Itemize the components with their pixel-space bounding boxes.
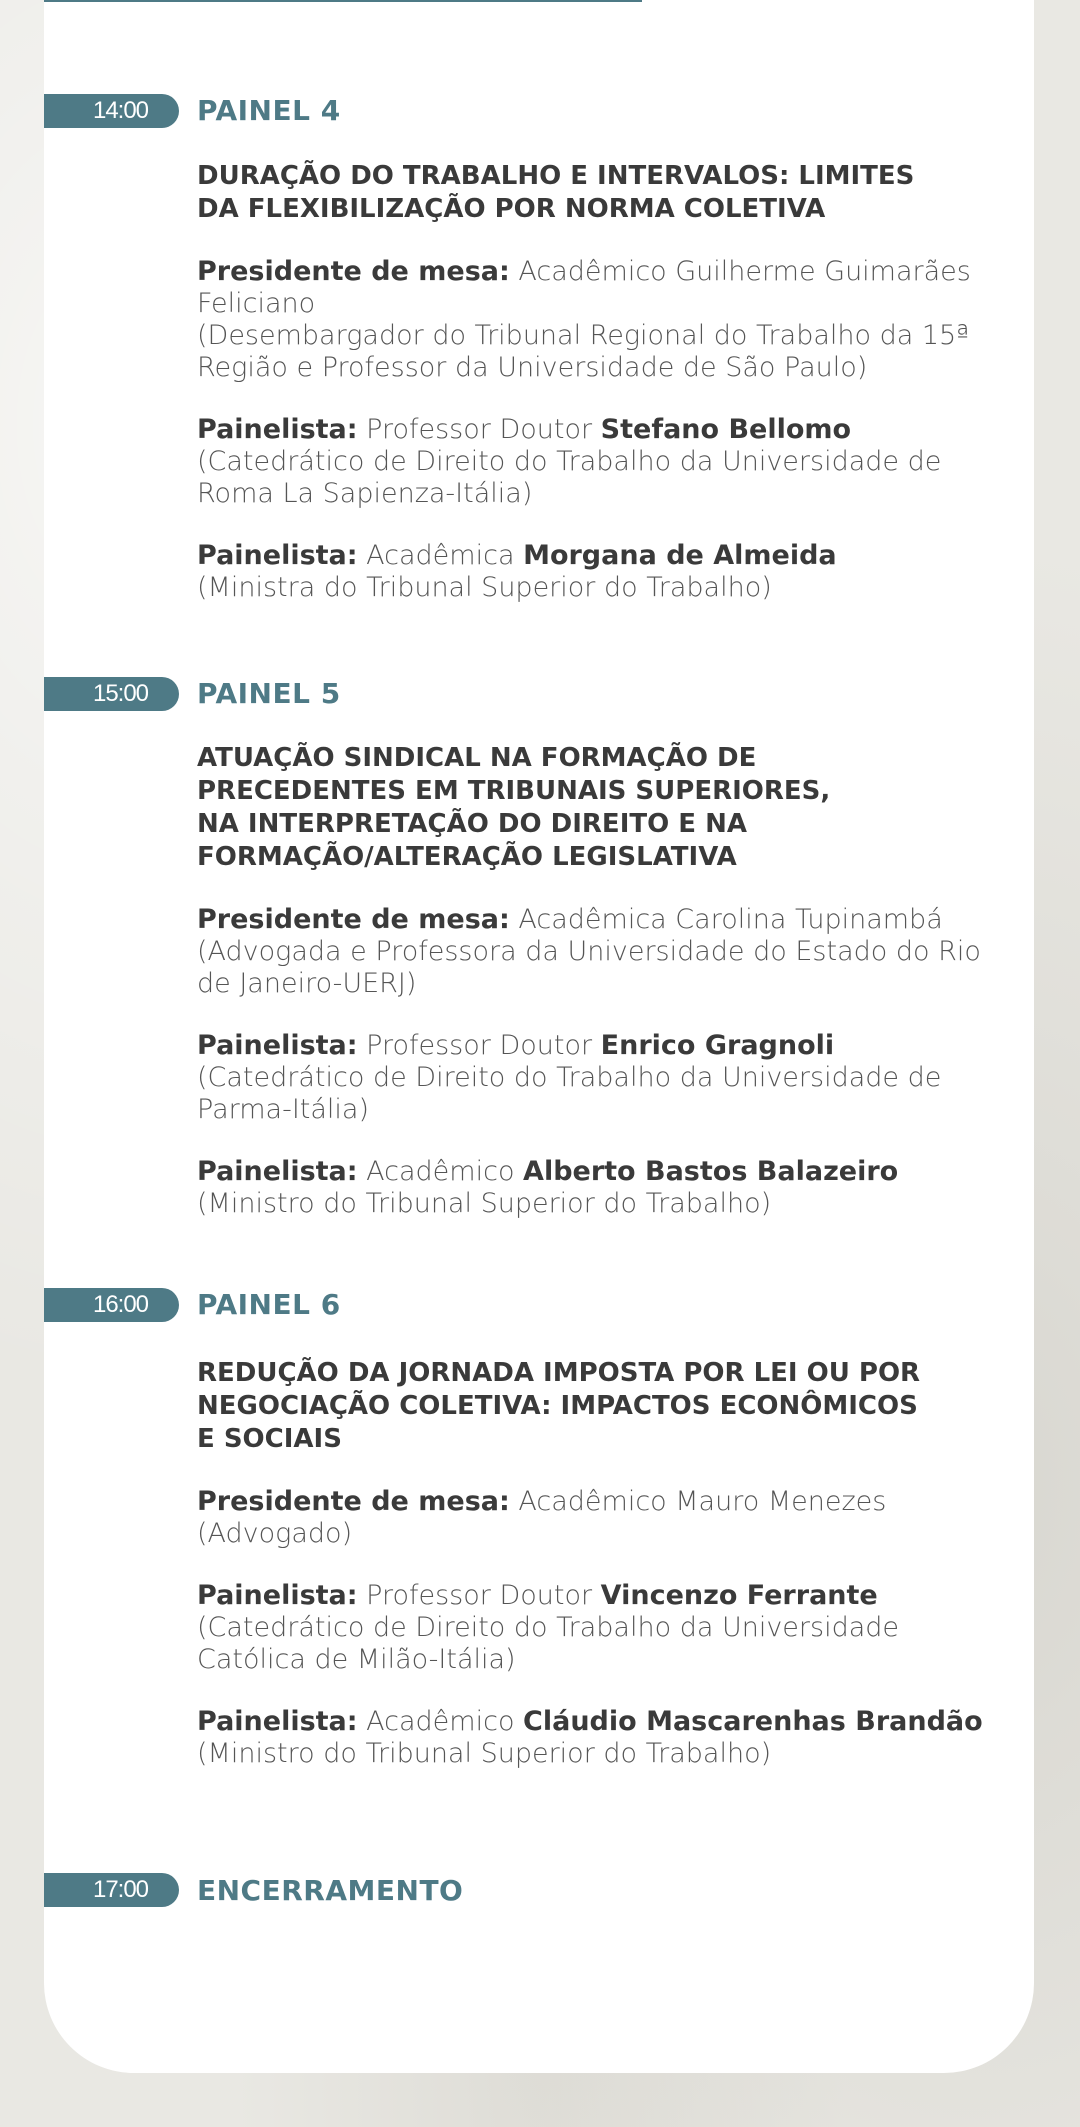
time-label: 14:00 [92,97,149,124]
closing-heading: ENCERRAMENTO [197,1874,464,1907]
moderator: Presidente de mesa: Acadêmica Carolina Tupinambá (Advogada e Professora da Universidade do Estado do Rio de Janeiro-UERJ) [197,904,981,999]
panel-body [197,742,1007,1220]
panelist: Painelista: Acadêmica Morgana de Almeida (Ministra do Tribunal Superior do Trabalho) [197,540,837,603]
panel-body [197,160,1007,604]
time-label: 16:00 [92,1291,149,1318]
panelist: Painelista: Professor Doutor Vincenzo Ferrante (Catedrático de Direito do Trabalho da Universidade Católica de Milão-Itália) [197,1580,900,1675]
time-badge [44,677,179,711]
panel-title: ATUAÇÃO SINDICAL NA FORMAÇÃO DE PRECEDENTES EM TRIBUNAIS SUPERIORES, NA INTERPRETAÇÃO DO DIREITO E NA FORMAÇÃO/ALTERAÇÃO LEGISLATIVA [197,743,831,872]
moderator: Presidente de mesa: Acadêmico Guilherme Guimarães Feliciano (Desembargador do Tribunal Regional do Trabalho da 15ª Região e Professor da Universidade de São Paulo) [197,256,971,383]
panelist: Painelista: Professor Doutor Enrico Gragnoli (Catedrático de Direito do Trabalho da Universidade de Parma-Itália) [197,1030,942,1125]
top-divider [44,0,642,2]
panel-heading: PAINEL 5 [197,677,341,710]
panelist: Painelista: Acadêmico Alberto Bastos Balazeiro (Ministro do Tribunal Superior do Trabalho) [197,1156,899,1219]
panel-heading: PAINEL 6 [197,1288,341,1321]
panelist: Painelista: Professor Doutor Stefano Bellomo (Catedrático de Direito do Trabalho da Universidade de Roma La Sapienza-Itália) [197,414,942,509]
time-badge [44,1873,179,1907]
time-badge [44,94,179,128]
panel-title: DURAÇÃO DO TRABALHO E INTERVALOS: LIMITES DA FLEXIBILIZAÇÃO POR NORMA COLETIVA [197,161,915,224]
time-label: 15:00 [92,680,149,707]
panel-heading: PAINEL 4 [197,94,341,127]
moderator: Presidente de mesa: Acadêmico Mauro Menezes (Advogado) [197,1486,887,1549]
time-label: 17:00 [92,1876,149,1903]
time-badge [44,1288,179,1322]
panel-title: REDUÇÃO DA JORNADA IMPOSTA POR LEI OU POR NEGOCIAÇÃO COLETIVA: IMPACTOS ECONÔMICOS E SOCIAIS [197,1358,921,1454]
panelist: Painelista: Acadêmico Cláudio Mascarenhas Brandão (Ministro do Tribunal Superior do Trabalho) [197,1706,983,1769]
panel-body [197,1357,1007,1770]
